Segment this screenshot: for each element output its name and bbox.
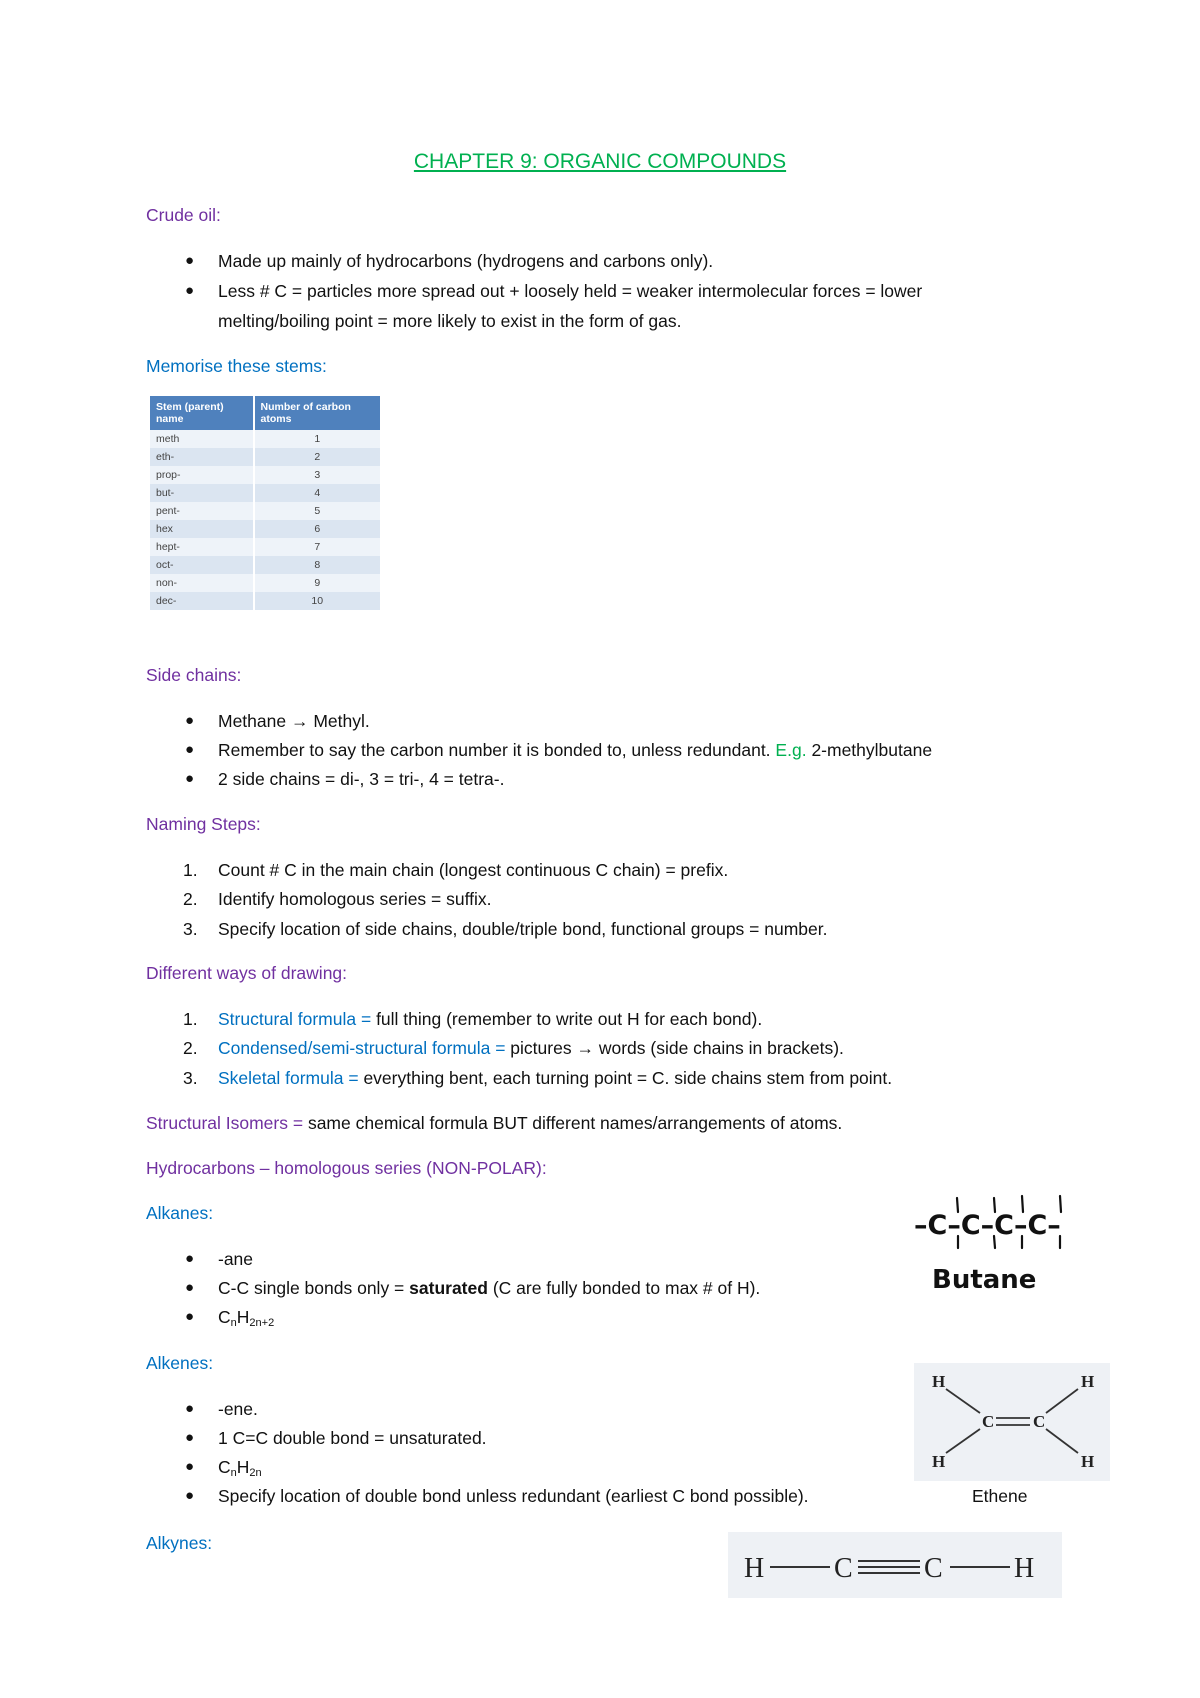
side-chains-bullet-3-text: 2 side chains = di-, 3 = tri-, 4 = tetra-. <box>218 769 505 789</box>
svg-text:H: H <box>1081 1452 1095 1471</box>
stems-table-row <box>150 430 381 448</box>
structural-isomers-term: Structural Isomers = <box>146 1113 304 1133</box>
stems-table-row <box>150 556 381 574</box>
butane-sketch <box>910 1190 1100 1300</box>
stem-name: non- <box>150 574 254 592</box>
skeletal-formula-term: Skeletal formula = <box>218 1068 359 1088</box>
arrow-icon: → <box>576 1038 594 1058</box>
stems-table-row <box>150 592 381 610</box>
stems-heading: Memorise these stems: <box>146 356 327 376</box>
stem-carbon-count: 2 <box>254 448 382 466</box>
stem-name: oct- <box>150 556 254 574</box>
alkenes-location-rule: Specify location of double bond unless redundant (earliest C bond possible). <box>218 1486 809 1506</box>
example-name: 2-methylbutane <box>811 740 933 760</box>
drawing-heading: Different ways of drawing: <box>146 963 348 983</box>
stem-carbon-count: 9 <box>254 574 382 592</box>
stems-col-count: Number of carbon atoms <box>254 396 382 430</box>
stems-table-row <box>150 520 381 538</box>
stem-carbon-count: 7 <box>254 538 382 556</box>
stem-carbon-count: 6 <box>254 520 382 538</box>
stems-table-row <box>150 502 381 520</box>
structural-isomers-def: same chemical formula BUT different names/arrangements of atoms. <box>307 1113 843 1133</box>
methane-text: Methane <box>218 711 287 731</box>
stem-name: eth- <box>150 448 254 466</box>
stem-name: dec- <box>150 592 254 610</box>
arrow-icon: → <box>290 711 309 731</box>
svg-text:C: C <box>924 1553 943 1584</box>
methyl-text: Methyl. <box>313 711 370 731</box>
stem-carbon-count: 1 <box>254 430 382 448</box>
page-title: CHAPTER 9: ORGANIC COMPOUNDS <box>413 150 787 173</box>
naming-step-3-text: Specify location of side chains, double/triple bond, functional groups = number. <box>218 919 828 939</box>
stems-table-row <box>150 538 381 556</box>
svg-text:H: H <box>932 1452 946 1471</box>
svg-text:H: H <box>744 1553 765 1584</box>
stem-name: pent- <box>150 502 254 520</box>
svg-text:H: H <box>932 1372 946 1391</box>
stem-carbon-count: 4 <box>254 484 382 502</box>
crude-oil-heading: Crude oil: <box>146 205 221 225</box>
stems-table <box>150 396 382 610</box>
eg-label: E.g. <box>775 740 807 760</box>
stem-name: hex <box>150 520 254 538</box>
svg-text:H: H <box>1014 1553 1035 1584</box>
naming-step-1-text: Count # C in the main chain (longest continuous C chain) = prefix. <box>218 860 729 880</box>
alkenes-double-bond: 1 C=C double bond = unsaturated. <box>218 1428 487 1448</box>
alkynes-heading: Alkynes: <box>146 1533 213 1553</box>
alkenes-heading: Alkenes: <box>146 1353 214 1373</box>
svg-text:H: H <box>1081 1372 1095 1391</box>
stems-col-stem: Stem (parent) name <box>150 396 254 430</box>
structural-formula-def: full thing (remember to write out H for each bond). <box>376 1009 763 1029</box>
condensed-formula-term: Condensed/semi-structural formula = <box>218 1038 506 1058</box>
svg-text:C: C <box>982 1412 995 1431</box>
hydrocarbons-heading: Hydrocarbons – homologous series (NON-POLAR): <box>146 1158 547 1178</box>
stems-table-row <box>150 484 381 502</box>
skeletal-formula-def: everything bent, each turning point = C. side chains stem from point. <box>363 1068 893 1088</box>
svg-text:C: C <box>834 1553 853 1584</box>
butane-chain: –C–C–C–C– <box>914 1210 1061 1241</box>
side-chains-bullet-2-text: Remember to say the carbon number it is bonded to, unless redundant. <box>218 740 771 760</box>
crude-oil-bullet-2-line-2: melting/boiling point = more likely to exist in the form of gas. <box>218 311 682 331</box>
svg-text:C: C <box>1033 1412 1046 1431</box>
side-chains-heading: Side chains: <box>146 665 242 685</box>
stems-table-row <box>150 574 381 592</box>
alkenes-suffix: -ene. <box>218 1399 258 1419</box>
stem-name: but- <box>150 484 254 502</box>
saturated-term: saturated <box>409 1278 488 1298</box>
alkanes-suffix: -ane <box>218 1249 254 1269</box>
stem-carbon-count: 5 <box>254 502 382 520</box>
alkanes-general-formula: $C_nH_{2n+2}$ <box>218 1307 275 1329</box>
stems-table-row <box>150 466 381 484</box>
naming-heading: Naming Steps: <box>146 814 261 834</box>
stem-carbon-count: 8 <box>254 556 382 574</box>
structural-formula-term: Structural formula = <box>218 1009 372 1029</box>
stem-name: meth <box>150 430 254 448</box>
alkenes-general-formula: $C_nH_{2n}$ <box>218 1457 262 1479</box>
stem-carbon-count: 10 <box>254 592 382 610</box>
stems-table-row <box>150 448 381 466</box>
butane-label: Butane <box>932 1265 1037 1295</box>
stem-carbon-count: 3 <box>254 466 382 484</box>
stem-name: prop- <box>150 466 254 484</box>
structural-isomers <box>146 1111 842 1135</box>
stem-name: hept- <box>150 538 254 556</box>
ethyne-structure <box>728 1532 1062 1598</box>
naming-step-2-text: Identify homologous series = suffix. <box>218 889 492 909</box>
alkanes-heading: Alkanes: <box>146 1203 214 1223</box>
crude-oil-bullet-1-text: Made up mainly of hydrocarbons (hydrogens and carbons only). <box>218 251 714 271</box>
ethene-label: Ethene <box>972 1486 1028 1506</box>
crude-oil-bullet-2-line-1: Less # C = particles more spread out + loosely held = weaker intermolecular forces = lower <box>218 281 923 301</box>
ethene-structure <box>914 1363 1110 1481</box>
